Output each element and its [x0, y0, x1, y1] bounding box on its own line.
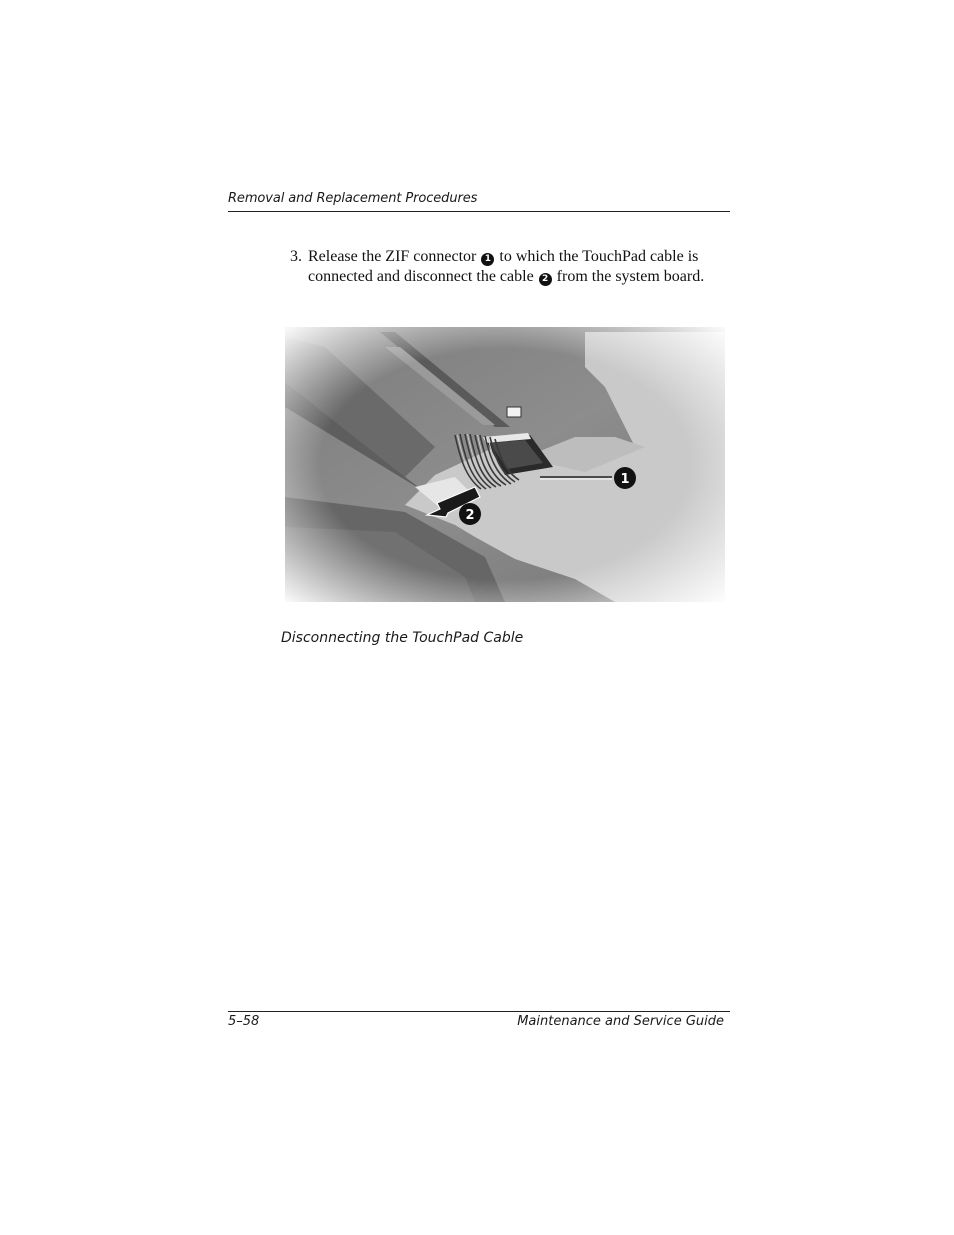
step-text: Release the ZIF connector	[308, 248, 481, 265]
page-number: 5–58	[228, 1014, 260, 1029]
callout-2-label: 2	[465, 508, 475, 523]
callout-2-icon	[459, 503, 481, 525]
running-header: Removal and Replacement Procedures	[228, 191, 478, 206]
step-text: to which the TouchPad cable is	[495, 248, 699, 265]
figure-touchpad-cable	[285, 327, 725, 602]
callout-1-icon: 1	[481, 253, 494, 266]
step-text-line-1	[308, 247, 698, 267]
footer-rule	[228, 1011, 730, 1012]
step-text: from the system board.	[552, 268, 705, 285]
step-number: 3.	[290, 248, 302, 265]
callout-1-label: 1	[620, 472, 630, 487]
callout-2-icon: 2	[539, 273, 552, 286]
figure-caption: Disconnecting the TouchPad Cable	[281, 630, 524, 646]
step-text: connected and disconnect the cable	[308, 268, 538, 285]
header-rule	[228, 211, 730, 212]
figure-photo	[285, 327, 725, 602]
step-text-line-2	[308, 267, 704, 287]
callout-1-icon	[614, 467, 636, 489]
guide-title: Maintenance and Service Guide	[517, 1014, 724, 1029]
